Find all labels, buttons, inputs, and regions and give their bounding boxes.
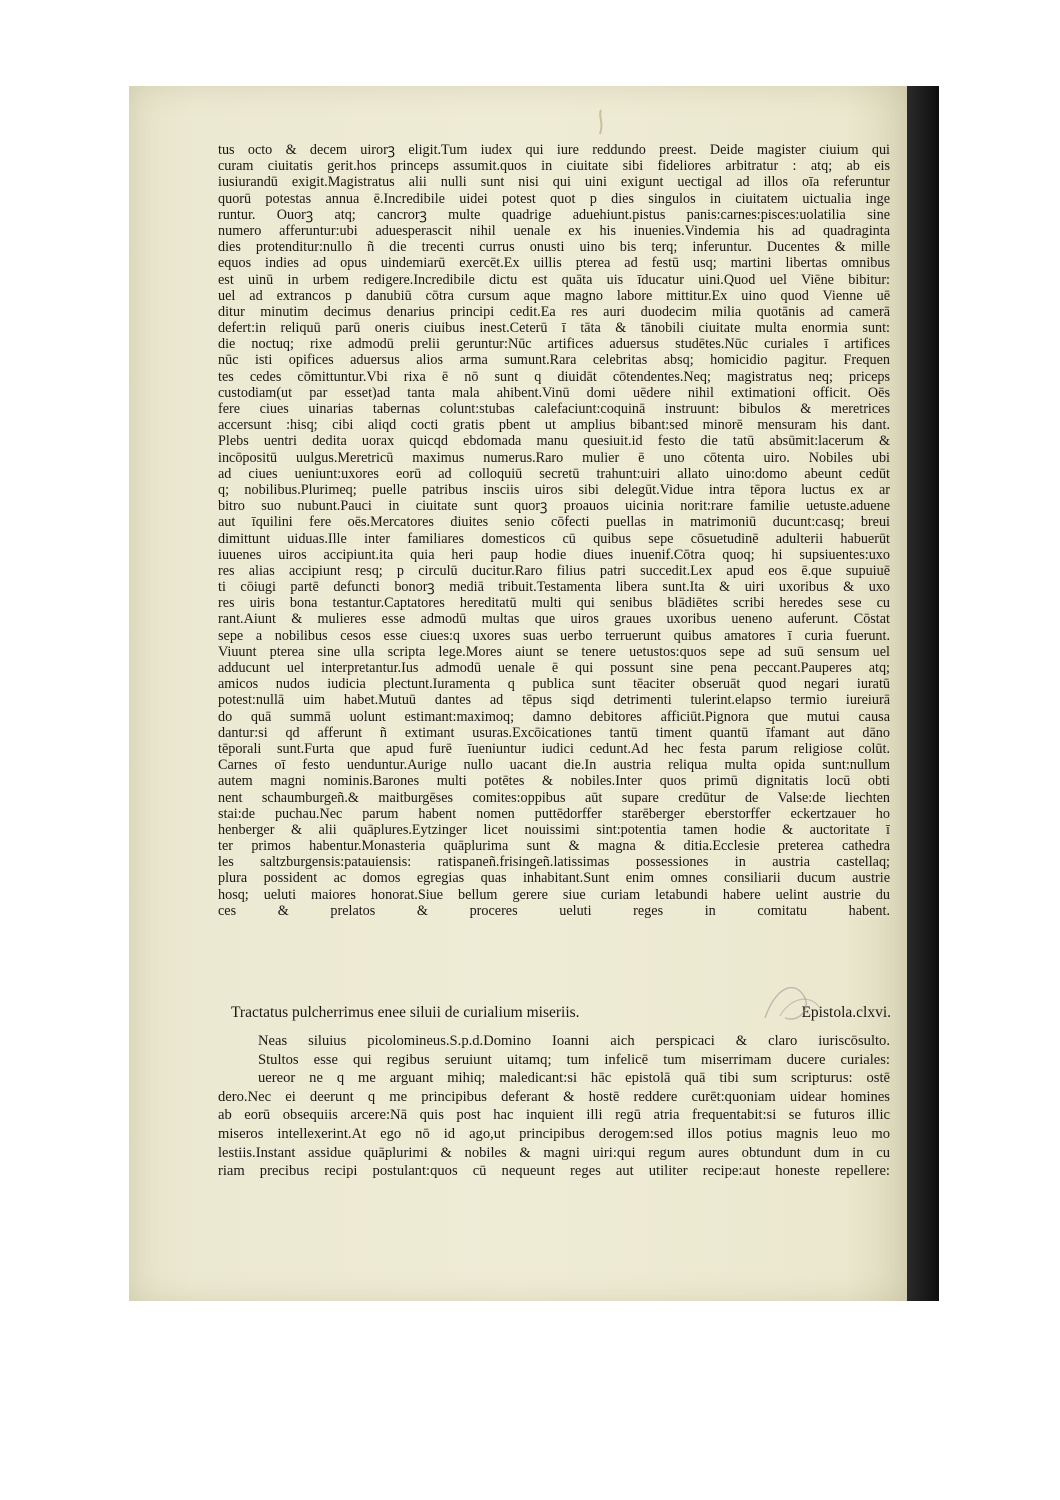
text-line: tēporali sunt.Furta que apud furē īueniuntur iudici cedunt.Ad hec festa parum religiose colūt. xyxy=(218,740,890,757)
ink-stamp-mark xyxy=(755,968,835,1028)
text-line: equos indies ad opus uindemiarū exercēt.Ex uillis pterea ad festū usq; martini libertas omnibus xyxy=(218,255,890,272)
text-line: custodiam(ut par esset)ad tanta mala ahibent.Vinū domi uēdere nihil extimationi officit. Oēs xyxy=(218,384,890,401)
page-edge-shadow xyxy=(907,86,939,1301)
text-line: Plebs uentri dedita uorax quicqd ebdomada manu quesiuit.id festo die tatū absūmit:lacerum & xyxy=(218,433,890,450)
text-line: Carnes oī festo uenduntur.Aurige nullo uacant die.In austria reliqua multa opida sunt:nullum xyxy=(218,757,890,774)
text-line: res alias accipiunt resq; p circulū ducitur.Raro filius patri succedit.Lex apud eos ē.que supuiuē xyxy=(218,562,890,579)
page-smudge-mark xyxy=(592,108,610,136)
letter-text-block xyxy=(218,1032,890,1181)
text-line: dimittunt uiduas.Ille inter familiares domesticos cū quibus sepe cōsuetudinē adulterii habuerūt xyxy=(218,530,890,547)
text-line: rant.Aiunt & mulieres esse admodū multas que uiros graues uxoribus ueneno auferunt. Cōstat xyxy=(218,611,890,628)
text-line: ces & prelatos & proceres ueluti reges in comitatu habent. xyxy=(218,902,890,919)
text-line: quorū potestas annua ē.Incredibile uidei potest quot p dies singulos in ciuitatem uictualia inge xyxy=(218,190,890,207)
text-line: dantur:si qd afferunt ñ extimant usuras.Excōicationes tantū timent quantū īfamant aut dāno xyxy=(218,724,890,741)
text-line: defert:in reliquū parū oneris ciuibus inest.Ceterū ī tāta & tānobili ciuitate multa enormia sunt: xyxy=(218,320,890,337)
text-line: lestiis.Instant assidue quāplurimi & nobiles & magni uiri:qui regum aures obtundunt dum in cu xyxy=(218,1144,890,1161)
text-line: die noctuq; rixe admodū prelii geruntur:Nūc artifices aduersus studētes.Nūc curiales ī artifices xyxy=(218,336,890,353)
text-line: dero.Nec ei deerunt q me principibus deferant & hostē reddere curēt:quoniam uidear homines xyxy=(218,1088,890,1105)
text-line: autem magni nominis.Barones multi potētes & nobiles.Inter quos primū dignitatis locū obti xyxy=(218,773,890,790)
text-line: q; nobilibus.Plurimeq; puelle patribus insciis uiros sibi delegūt.Vidue intra tēpora luctus ex ar xyxy=(218,481,890,498)
text-line: ab eorū obsequiis arcere:Nā quis post hac inquient illi regū atria frequentabit:si se futuros illic xyxy=(218,1107,890,1124)
text-line: bitro suo nubunt.Pauci in ciuitate sunt quorꝫ proauos uicinia norit:rare familie uetuste.aduene xyxy=(218,498,890,515)
text-line: iusiurandū exigit.Magistratus alii nulli sunt nisi qui uini exigunt uectigal ad illos oīa referuntur xyxy=(218,174,890,191)
text-line: res uiris bona testantur.Captatores hereditatū multi qui senibus blādiētes scribi heredes sese cu xyxy=(218,595,890,612)
epistola-number: Epistola.clxvi. xyxy=(801,1004,891,1021)
text-line: uel ad extrancos p danubiū cōtra cursum aque magno labore mittitur.Ex uino quod Vienne uē xyxy=(218,287,890,304)
text-line: miseros intellexerint.At ego nō id ago,ut principibus derogem:sed illos potius magnis leuo mo xyxy=(218,1125,890,1142)
text-line: ad ciues ueniunt:uxores eorū ad colloquiū secretū trahunt:uiri allato uino:domo abeunt cedūt xyxy=(218,465,890,482)
text-line: stai:de puchau.Nec parum habent nomen puttēdorffer starēberger eberstorffer eckertzauer ho xyxy=(218,805,890,822)
text-line: les saltzburgensis:patauiensis: ratispaneñ.frisingeñ.latissimas possessiones in austria castellaq; xyxy=(218,854,890,871)
text-line: tus octo & decem uirorꝫ eligit.Tum iudex qui iure reddundo preest. Deide magister ciuium qui xyxy=(218,142,890,158)
text-line: accersunt :hisq; cibi aliqd cocti gratis pbent ut amplius bibant:sed minorē mensuram his dant. xyxy=(218,417,890,434)
text-line: henberger & alii quāplures.Eytzinger licet nouissimi sint:potentia tamen hodie & auctoritate ī xyxy=(218,821,890,838)
text-line: ditur minutim decimus denarius principi cedit.Ea res auri duodecim milia quotānis ad camerā xyxy=(218,303,890,320)
text-line: uereor ne q me arguant mihiq; maledicant:si hāc epistolā quā tibi sum scripturus: ostē xyxy=(258,1070,890,1087)
text-line: dies protenditur:nullo ñ die trecenti currus onusti uino bis terq; inferuntur. Ducentes & mille xyxy=(218,239,890,256)
text-line: potest:nullā uim habet.Mutuū dantes ad tēpus siqd detrimenti tulerint.elapso termio iureiurā xyxy=(218,692,890,709)
text-line: curam ciuitatis gerit.hos princeps assumit.quos in ciuitate sibi fideliores arbitratur : atq; ab eis xyxy=(218,158,890,175)
text-line: Neas siluius picolomineus.S.p.d.Domino Ioanni aich perspicaci & claro iuriscōsulto. xyxy=(258,1033,890,1049)
text-line: iuuenes uiros accipiunt.ita quia heri paup hodie diues inuenif.Cōtra quoq; hi supsiuentes:uxo xyxy=(218,546,890,563)
text-line: tes cedes cōmittuntur.Vbi rixa ē nō sunt q diuidāt cōtendentes.Neq; magistratus neq; priceps xyxy=(218,368,890,385)
text-line: amicos nudos iudicia plectunt.Iuramenta q publica sunt tēaciter obseruāt quod negari iuratū xyxy=(218,676,890,693)
text-line: fere ciues uinarias tabernas colunt:stubas calefaciunt:coquinā instruunt: bibulos & meretrices xyxy=(218,401,890,417)
main-text-block xyxy=(218,142,890,919)
text-line: incōpositū uulgus.Meretricū maximus numerus.Raro mulier ē uno cōtenta uiro. Nobiles ubi xyxy=(218,449,890,466)
text-line: riam precibus recipi postulant:quos cū nequeunt reges aut utiliter recipe:aut honeste repellere: xyxy=(218,1163,890,1180)
text-line: hosq; ueluti maiores honorat.Siue bellum gerere siue curiam letabundi habere uelint austrie du xyxy=(218,886,890,903)
text-line: Stultos esse qui regibus seruiunt uitamq; tum infelicē tum miserrimam ducere curiales: xyxy=(258,1051,890,1068)
text-line: adducunt uel interpretantur.Ius admodū uenale ē qui possunt sine pena peccant.Pauperes atq; xyxy=(218,660,890,676)
text-line: do quā summā uolunt estimant:maximoq; damno debitores afficiūt.Pignora que mutui causa xyxy=(218,708,890,725)
text-line: numero afferuntur:ubi aduesperascit nihil uenale ex his inuenies.Vindemia his ad quadraginta xyxy=(218,222,890,239)
treatise-title: Tractatus pulcherrimus enee siluii de curialium miseriis. xyxy=(231,1004,580,1021)
text-line: plura possident ac domos egregias quas inhabitant.Sunt enim omnes consiliarii ducum austrie xyxy=(218,870,890,887)
text-line: runtur. Ouorꝫ atq; cancrorꝫ multe quadrige aduehiunt.pistus panis:carnes:pisces:uolatilia sine xyxy=(218,206,890,223)
text-line: aut īquilini fere oēs.Mercatores diuites senio cōfecti puellas in matrimoniū ducunt:casq; breui xyxy=(218,514,890,531)
text-line: est uinū in urbem redigere.Incredibile dictu est quāta uis īducatur uini.Quod uel Viēne bibitur: xyxy=(218,271,890,288)
text-line: nūc isti opifices aduersus alios arma sumunt.Rara celebritas absq; homicidio pagitur. Frequen xyxy=(218,352,890,369)
text-line: Viuunt pterea sine ulla scripta lege.Mores aiunt se tenere uetustos:quos sepe ad suū sensum uel xyxy=(218,643,890,660)
text-line: ter primos habentur.Monasteria quāplurima sunt & magna & ditia.Ecclesie preterea cathedra xyxy=(218,838,890,855)
text-line: sepe a nobilibus cesos esse ciues:q uxores suas uerbo terruerunt quibus amatores ī curia fuerunt. xyxy=(218,627,890,644)
text-line: nent schaumburgeñ.& maitburgēses comites:oppibus aūt supare credūtur de Valse:de liechten xyxy=(218,789,890,806)
text-line: ti cōiugi partē defuncti bonorꝫ mediā tribuit.Testamenta libera sunt.Ita & uiri uxoribus & uxo xyxy=(218,579,890,596)
